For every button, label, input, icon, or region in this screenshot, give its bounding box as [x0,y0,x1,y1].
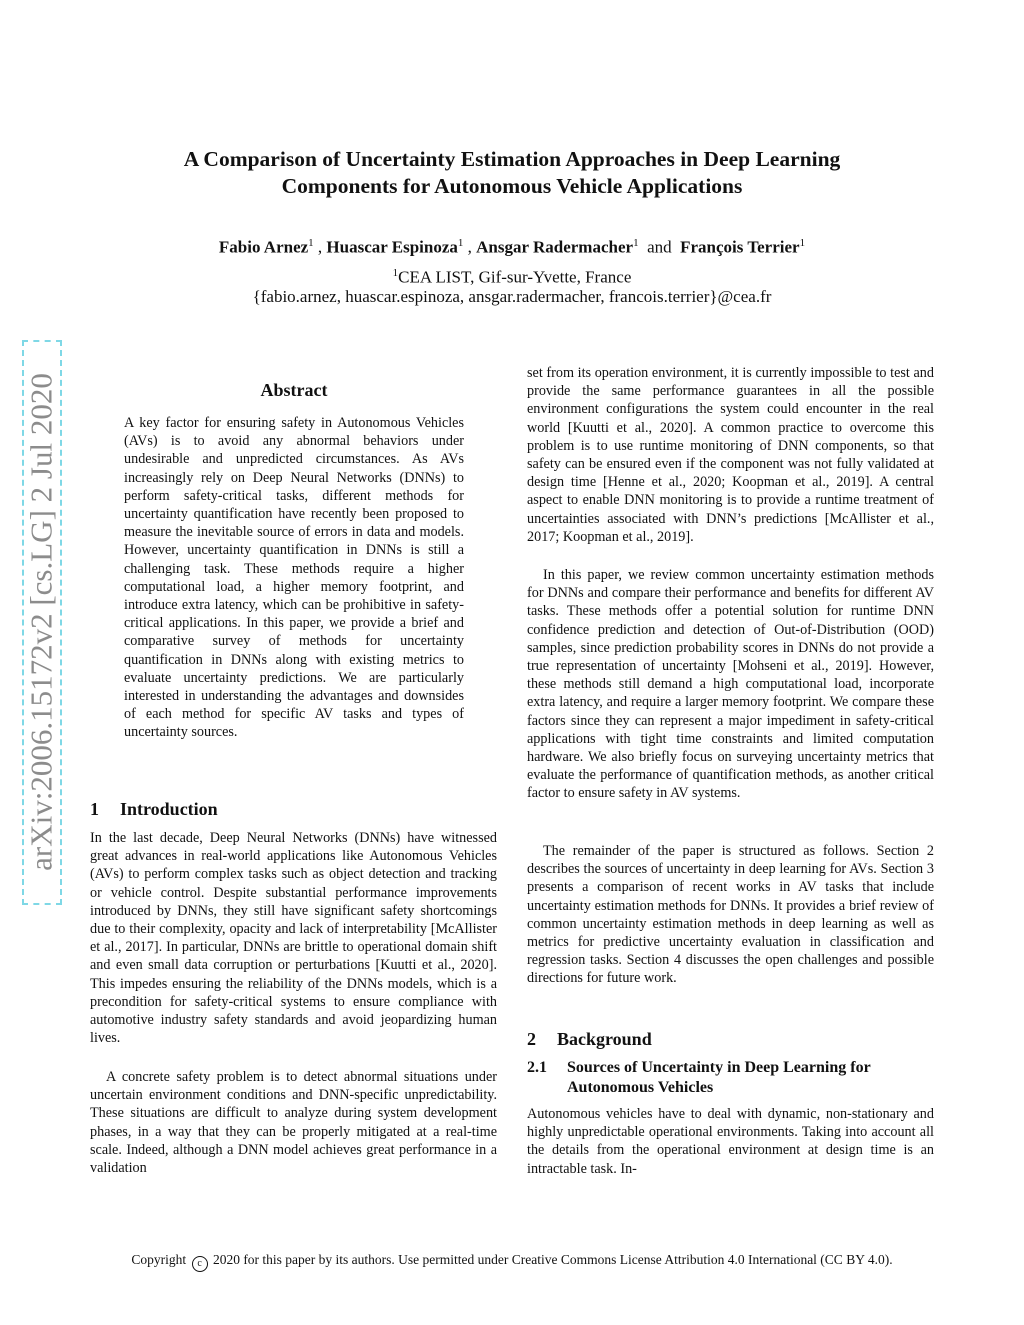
intro-paragraph-2-continued: set from its operation environment, it is currently impossible to test and provide the same performance guarantees in all the possible environment configurations the system could encounter in the real world [Kuutti et al., 2020]. A common practice to overcome this problem is to use runtime monitoring of DNN components, so that safety can be ensured even if the component was not fully validated at design time [Henne et al., 2020; Koopman et al., 2019]. A central aspect to enable DNN monitoring is to provide a runtime treatment of uncertainties associated with DNN’s predictions [McAllister et al., 2017; Koopman et al., 2019]. [527,365,934,545]
author-sup: 1 [308,237,314,249]
abstract-heading: Abstract [260,380,328,400]
section-heading-background [527,1027,652,1051]
subsection-number: 2.1 [527,1059,547,1076]
author-name: François Terrier [680,237,800,257]
author-name: Fabio Arnez [218,237,309,257]
section-number: 2 [527,1029,536,1049]
copyright-footer [0,1251,1024,1272]
footer-pre: Copyright [131,1252,187,1267]
section-number: 1 [90,799,99,819]
author-name: Ansgar Radermacher [476,237,634,257]
subsection-title: Sources of Uncertainty in Deep Learning for Autonomous Vehicles [567,1059,871,1096]
affiliation-text: CEA LIST, Gif-sur-Yvette, France [398,267,632,287]
author-name: Huascar Espinoza [326,237,458,257]
section-title: Introduction [120,799,218,819]
title-line-2: Components for Autonomous Vehicle Applications [281,174,743,198]
copyright-icon: c [192,1256,208,1272]
author-separator: , [467,237,472,257]
abstract-text: A key factor for ensuring safety in Autonomous Vehicles (AVs) is to avoid any abnormal behaviors under undesirable and unpredicted circumstances. As AVs increasingly rely on Deep Neural Networks (DNNs) to perform safety-critical tasks, different methods for uncertainty quantification have recently been proposed to measure the inevitable source of errors in data and models. However, uncertainty quantification in DNNs is still a challenging task. These methods require a higher computational load, a higher memory footprint, and introduce extra latency, which can be prohibitive in safety-critical applications. In this paper, we provide a brief and comparative survey of methods for uncertainty quantification in DNNs along with existing metrics to evaluate uncertainty predictions. We are particularly interested in understanding the advantages and downsides of each method for specific AV tasks and types of uncertainty sources. [124,415,464,741]
author-sup: 1 [799,237,806,249]
section-heading-introduction [90,797,218,821]
intro-paragraph-4: The remainder of the paper is structured as follows. Section 2 describes the sources of uncertainty in deep learning for AVs. Section 3 presents a comparison of recent works in AV tasks that include uncertainty estimation methods for DNNs. It provides a brief review of common uncertainty estimation methods in deep learning as well as metrics for predictive uncertainty evaluation in classification and regression tasks. Section 4 discusses the open challenges and possible directions for future work. [527,843,934,987]
author-list [60,231,964,260]
intro-paragraph-1: In the last decade, Deep Neural Networks (DNNs) have witnessed great advances in real-world applications like Autonomous Vehicles (AVs) to perform complex tasks such as object detection and tracking or vehicle control. Despite substantial performance improvements introduced by DNNs, they still have significant safety shortcomings due to their complexity, opacity and lack of interpretability [McAllister et al., 2017]. In particular, DNNs are brittle to operational domain shift and even small data corruption or perturbations [Kuutti et al., 2020]. This impedes ensuring the reliability of the DNNs models, which is a precondition for safety-critical systems to ensure compliance with automotive industry safety standards and avoid jeopardizing human lives. [90,830,497,1047]
section-title: Background [557,1029,652,1049]
footer-post: 2020 for this paper by its authors. Use permitted under Creative Commons License Attribution 4.0 International (CC BY 4.0). [212,1252,893,1267]
author-and: and [647,237,672,257]
intro-paragraph-2: A concrete safety problem is to detect abnormal situations under uncertain environment conditions and DNN-specific unpredictability. These situations are difficult to analyze during system development phases, in a way that they can be properly mitigated at a real-time scale. Indeed, although a DNN model achieves great performance in a validation [90,1069,497,1177]
paper-title [100,146,924,200]
affiliation-sup: 1 [392,267,399,279]
background-paragraph-1: Autonomous vehicles have to deal with dynamic, non-stationary and highly unpredictable operational environments. Taking into account all the details from the operational environment at design time is an intractable task. In- [527,1106,934,1177]
author-sup: 1 [457,237,464,249]
author-emails: {fabio.arnez, huascar.espinoza, ansgar.radermacher, francois.terrier}@cea.fr [252,287,772,306]
title-line-1: A Comparison of Uncertainty Estimation Approaches in Deep Learning [183,147,841,171]
author-sup: 1 [633,237,639,249]
subsection-heading-sources [527,1058,934,1098]
arxiv-stamp[interactable]: arXiv:2006.15172v2 [cs.LG] 2 Jul 2020 [23,373,59,871]
intro-paragraph-3: In this paper, we review common uncertainty estimation methods for DNNs and compare their performance and benefits for different AV tasks. These methods offer a potential solution for runtime DNN confidence prediction and detection of Out-of-Distribution (OOD) samples, since prediction probability scores in DNNs do not provide a true representation of uncertainty [Mohseni et al., 2019]. However, these methods still demand a high computational load, incorporate extra latency, and require a larger memory footprint. We compare these factors since they can represent a major impediment in safety-critical applications with tight time constraints and limited computation hardware. We also briefly focus on surveying uncertainty metrics that evaluate the performance of quantification methods, as another critical factor to ensure safety in AV systems. [527,567,934,802]
author-separator: , [317,237,323,257]
